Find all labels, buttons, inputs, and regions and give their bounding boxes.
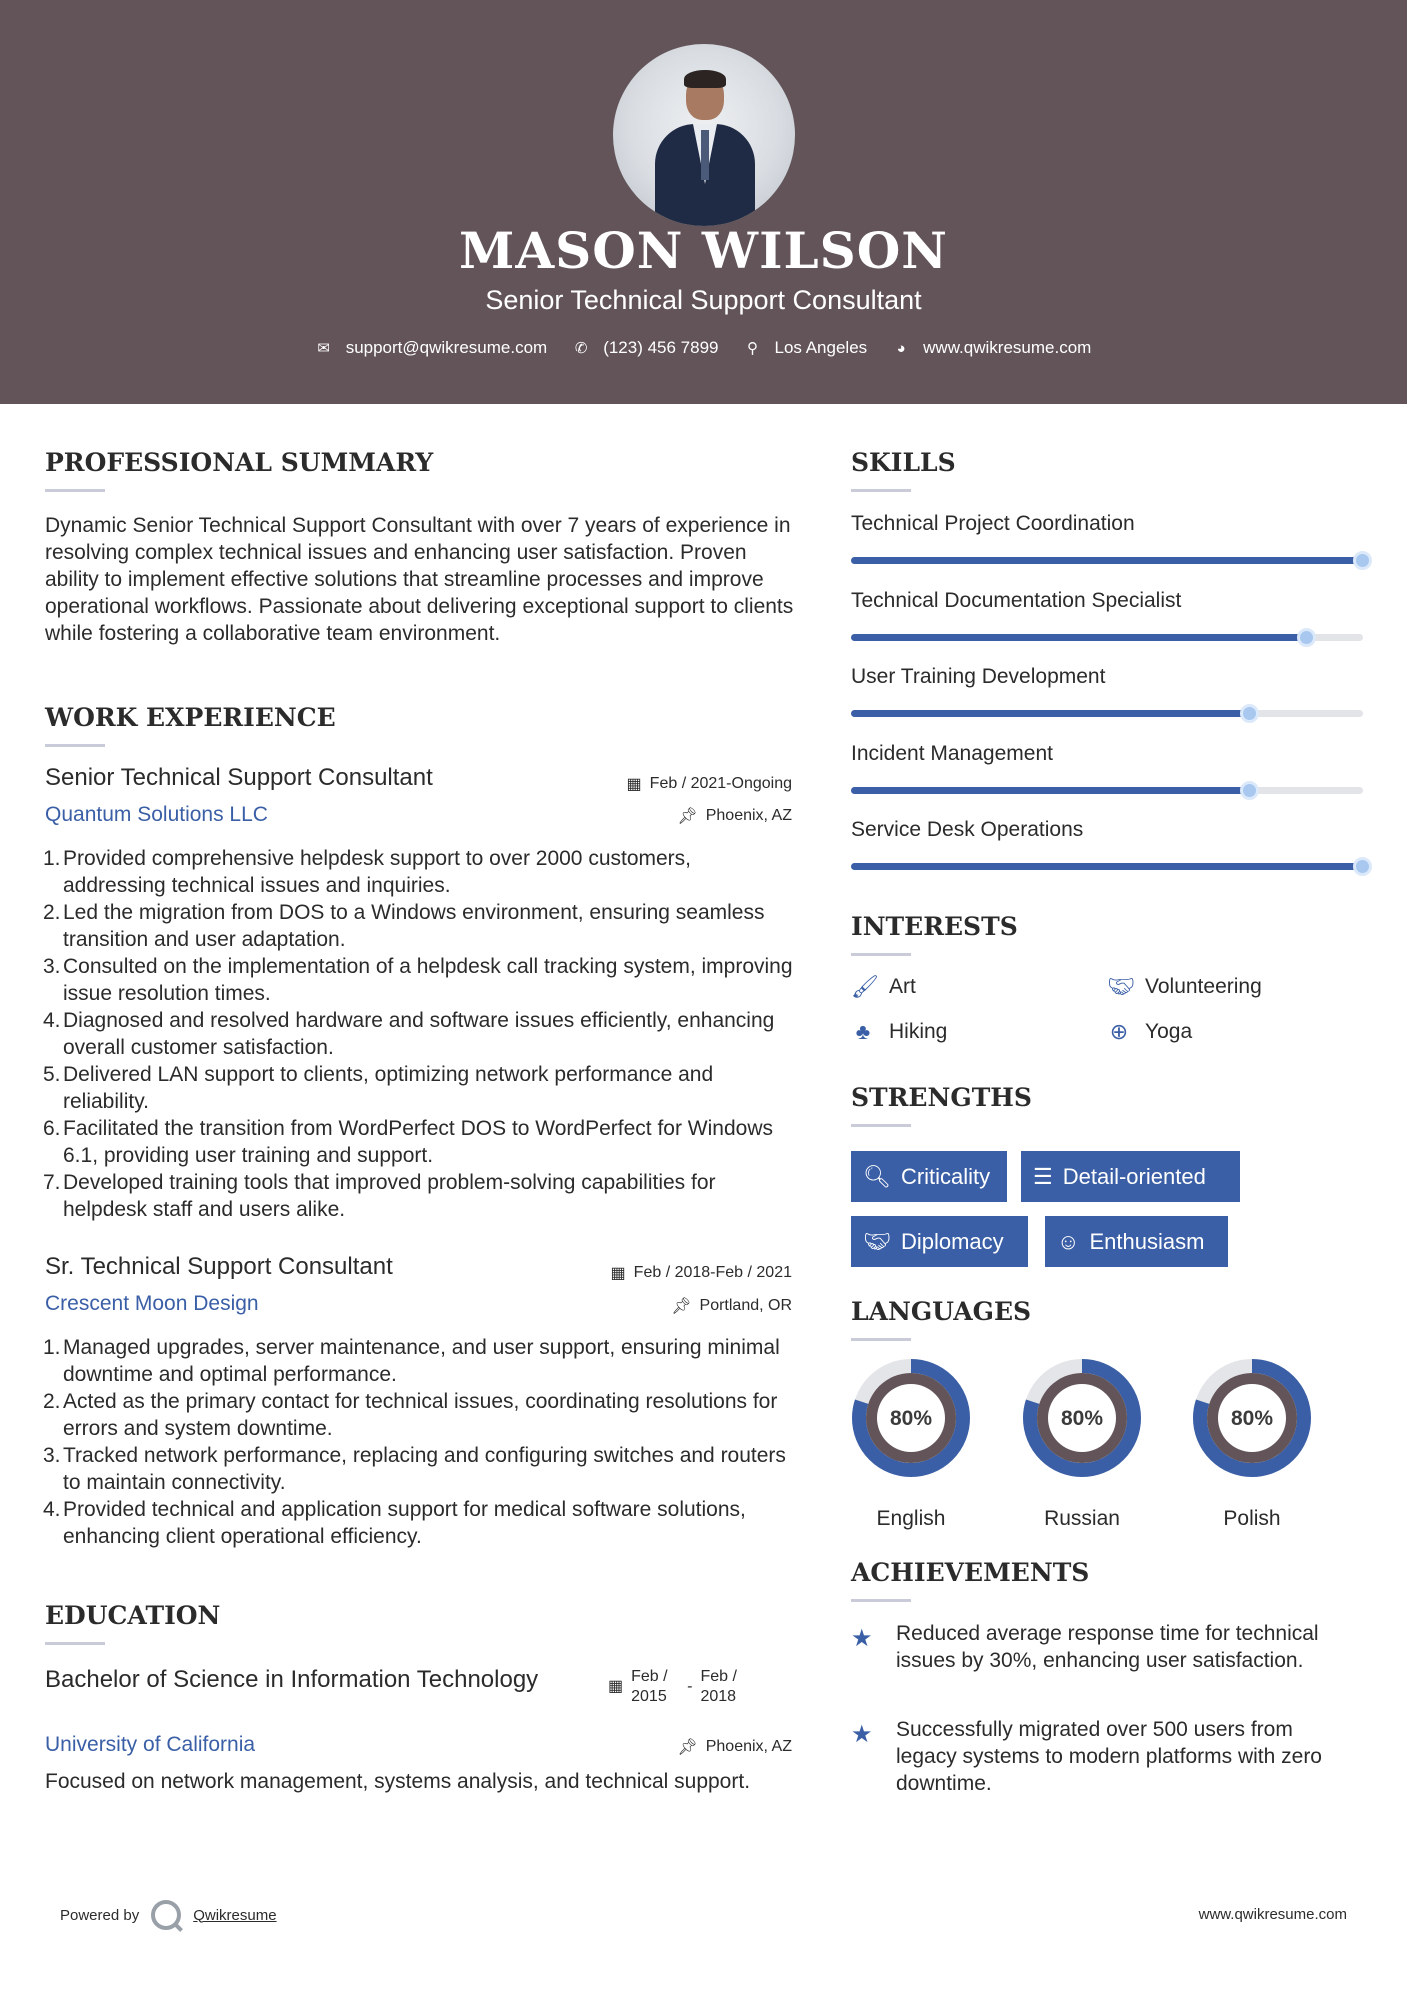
search-icon: 🔍︎ [863,1163,891,1189]
skill-bar [851,557,1363,564]
education-location: 📌︎ Phoenix, AZ [677,1738,792,1756]
education-school: University of California [45,1733,256,1756]
job-company: Crescent Moon Design [45,1292,259,1315]
language-item [1021,1357,1143,1530]
footer-website[interactable]: www.qwikresume.com [1198,1906,1347,1923]
brush-icon: 🖌︎ [851,974,879,999]
interest-item-art: 🖌︎ Art [851,974,916,999]
skills-divider [851,489,911,492]
skill-bar-knob [1240,781,1259,800]
education-heading: EDUCATION [45,1601,221,1630]
interests-divider [851,953,911,956]
phone-icon: ✆ [574,340,588,357]
skill-name: User Training Development [851,665,1106,688]
smile-icon: ☺ [1057,1228,1080,1254]
tree-icon: ♣ [855,1019,871,1044]
skill-bar [851,710,1363,717]
achievements-divider [851,1599,911,1602]
job-title: Sr. Technical Support Consultant [45,1253,393,1280]
job-location: 📌︎ Phoenix, AZ [677,807,792,825]
globe-icon: ◕ [896,339,906,357]
qwikresume-link[interactable]: Qwikresume [193,1906,277,1924]
lifebuoy-icon: ⊕ [1109,1019,1129,1044]
interest-item-volunteering: 🤝︎ Volunteering [1107,974,1262,999]
skill-bar-fill [851,634,1307,641]
education-description: Focused on network management, systems analysis, and technical support. [45,1770,751,1793]
language-percent: 80% [1230,1407,1274,1430]
languages-divider [851,1338,911,1341]
strength-badge-criticality: 🔍︎ Criticality [851,1151,1007,1202]
profile-photo [613,44,795,226]
email-text: support@qwikresume.com [345,338,548,357]
education-divider [45,1642,105,1645]
list-item: 1. Managed upgrades, server maintenance, and user support, ensuring minimal downtime and optimal performance. [43,1336,780,1386]
envelope-icon: ✉ [317,340,330,357]
skill-bar [851,634,1363,641]
contact-website[interactable] [893,338,1091,358]
job-bullets [45,1334,795,1550]
calendar-icon: ▦ [626,776,642,793]
list-item: 2. Led the migration from DOS to a Windows environment, ensuring seamless transition and user adaptation. [43,901,765,951]
pin-icon: 📌︎ [677,808,698,825]
skill-bar-knob [1297,628,1316,647]
skill-bar-fill [851,557,1363,564]
strengths-heading: STRENGTHS [851,1083,1032,1112]
skill-bar-fill [851,787,1250,794]
location-text: Los Angeles [774,338,868,357]
website-text: www.qwikresume.com [923,338,1092,357]
list-icon: ☰ [1033,1163,1053,1189]
candidate-title: Senior Technical Support Consultant [485,285,922,315]
interest-item-hiking: ♣ Hiking [851,1019,947,1045]
qwikresume-logo-icon [151,1900,181,1930]
list-item: 4. Provided technical and application support for medical software solutions, enhancing client operational efficiency. [43,1498,746,1548]
strengths-divider [851,1124,911,1127]
skill-bar-knob [1353,551,1372,570]
skill-bar-knob [1240,704,1259,723]
strength-badge-detail-oriented: ☰ Detail-oriented [1021,1151,1240,1202]
language-donut [1191,1357,1313,1479]
language-name: Russian [1044,1507,1120,1530]
language-name: Polish [1223,1507,1281,1530]
list-item: 5. Delivered LAN support to clients, optimizing network performance and reliability. [43,1063,714,1113]
skill-bar-knob [1353,857,1372,876]
job-dates: ▦ Feb / 2018-Feb / 2021 [610,1264,792,1282]
interests-heading: INTERESTS [851,912,1018,941]
language-item [1191,1357,1313,1530]
interest-item-yoga: ⊕ Yoga [1107,1019,1192,1045]
languages-heading: LANGUAGES [851,1297,1032,1326]
list-item: 4. Diagnosed and resolved hardware and software issues efficiently, enhancing overall customer satisfaction. [43,1009,775,1059]
handshake-icon: 🤝︎ [863,1228,891,1254]
job-bullets [45,845,795,1223]
list-item: 3. Consulted on the implementation of a helpdesk call tracking system, improving issue resolution times. [43,955,793,1005]
language-donut [850,1357,972,1479]
footer-powered-by: Powered by Qwikresume [60,1900,277,1930]
contact-location [745,338,868,358]
language-percent: 80% [1060,1407,1104,1430]
strength-badge-diplomacy: 🤝︎ Diplomacy [851,1216,1028,1267]
skill-bar-fill [851,863,1363,870]
job-dates: ▦ Feb / 2021-Ongoing [626,775,792,793]
summary-text: Dynamic Senior Technical Support Consultant with over 7 years of experience in resolving complex technical issues and enhancing user satisfaction. Proven ability to implement effective solutions that streamline processes and improve operational workflows. Passionate about delivering exceptional support to clients while fostering a collaborative team environment. [45,514,794,645]
calendar-icon: ▦ [608,1678,624,1695]
language-percent: 80% [889,1407,933,1430]
contact-email[interactable] [316,338,548,358]
skill-name: Technical Project Coordination [851,512,1135,535]
skill-name: Technical Documentation Specialist [851,588,1182,612]
skill-bar [851,787,1363,794]
achievements-heading: ACHIEVEMENTS [851,1558,1090,1587]
experience-heading: WORK EXPERIENCE [45,703,336,732]
list-item: 7. Developed training tools that improved problem-solving capabilities for helpdesk staff and users alike. [43,1171,716,1221]
summary-divider [45,489,105,492]
list-item: 2. Acted as the primary contact for technical issues, coordinating resolutions for errors and system downtime. [43,1390,778,1440]
job-location: 📌︎ Portland, OR [671,1297,792,1315]
summary-heading: PROFESSIONAL SUMMARY [45,448,434,477]
skill-bar-fill [851,710,1250,717]
experience-divider [45,744,105,747]
skill-bar [851,863,1363,870]
resume-header [0,0,1407,404]
map-pin-icon: ⚲ [747,340,759,357]
job-title: Senior Technical Support Consultant [45,764,433,791]
skill-name: Service Desk Operations [851,818,1084,841]
list-item: 6. Facilitated the transition from WordPerfect DOS to WordPerfect for Windows 6.1, providing user training and support. [43,1117,773,1167]
calendar-icon: ▦ [610,1265,626,1282]
list-item: 1. Provided comprehensive helpdesk support to over 2000 customers, addressing technical issues and inquiries. [43,847,692,897]
strength-badge-enthusiasm: ☺ Enthusiasm [1045,1216,1228,1267]
handshake-icon: 🤝︎ [1107,974,1135,999]
job-company: Quantum Solutions LLC [45,803,268,826]
skill-name: Incident Management [851,741,1053,765]
contact-phone[interactable] [573,338,718,358]
language-item [850,1357,972,1530]
education-dates: ▦ Feb / 2015 - Feb / 2018 [608,1668,737,1705]
skills-heading: SKILLS [851,448,956,477]
phone-text: (123) 456 7899 [603,338,719,357]
pin-icon: 📌︎ [677,1739,698,1756]
star-icon: ★ [851,1721,873,1748]
language-name: English [876,1507,946,1530]
pin-icon: 📌︎ [671,1298,692,1315]
candidate-name: MASON WILSON [459,221,948,280]
star-icon: ★ [851,1625,873,1652]
contact-bar [0,338,1407,358]
language-donut [1021,1357,1143,1479]
list-item: 3. Tracked network performance, replacing and configuring switches and routers to maintain connectivity. [43,1444,786,1494]
education-degree: Bachelor of Science in Information Technology [45,1666,539,1693]
